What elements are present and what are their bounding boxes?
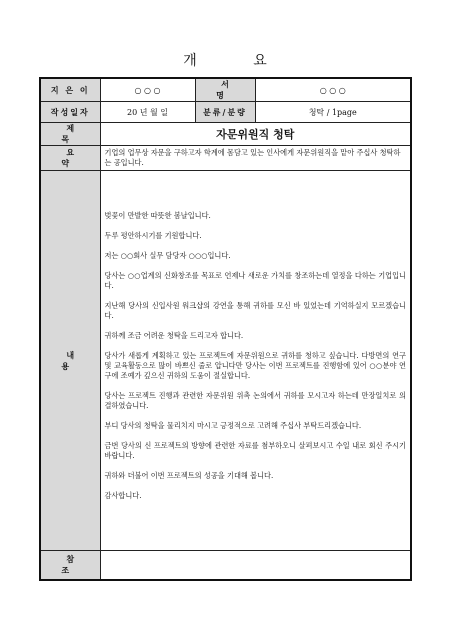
- content-paragraph: 감사합니다.: [104, 490, 142, 500]
- subject-value[interactable]: 자문위원직 청탁: [100, 123, 411, 146]
- subject-label: 제 목: [40, 123, 100, 146]
- signature-label: 서 명: [195, 78, 255, 102]
- form-row-date: [40, 102, 411, 123]
- summary-form-table: [39, 77, 412, 581]
- content-body[interactable]: [100, 171, 411, 551]
- form-row-content: [40, 171, 411, 551]
- summary-value[interactable]: 기업의 업무상 자문을 구하고자 학계에 몸담고 있는 인사에게 자문위원직을 맡아 주십사 청탁하는 공입니다.: [100, 146, 411, 171]
- content-paragraph: 당사가 새롭게 계획하고 있는 프로젝트에 자문위원으로 귀하를 청하고 싶습니다. 다방면의 연구 및 교육활동으로 많이 바쁘신 줄로 압니다만 당사는 이번 프로젝트를 진행함에 있어 ○○분야 연구에 조예가 깊으신 귀하의 도움이 절실합니다.: [104, 350, 406, 380]
- form-row-author: [40, 78, 411, 102]
- content-paragraph: 두루 평안하시기를 기원합니다.: [104, 230, 202, 240]
- content-paragraph: 부디 당사의 청탁을 물리치지 마시고 긍정적으로 고려해 주십사 부탁드리겠습니다.: [104, 420, 362, 430]
- category-value[interactable]: 청탁 / 1page: [255, 102, 411, 123]
- date-value[interactable]: 20 년 월 일: [100, 102, 195, 123]
- form-row-reference: [40, 551, 411, 580]
- content-paragraph: 당사는 ○○업계의 신화창조를 목표로 언제나 새로운 가치를 창조하는데 열정을 다하는 기업입니다.: [104, 270, 406, 290]
- content-paragraph: 벚꽃이 만발한 따뜻한 봄날입니다.: [104, 210, 211, 220]
- date-label: 작성일자: [40, 102, 100, 123]
- content-paragraph: 지난해 당사의 신입사원 워크샵의 강연을 통해 귀하를 모신 바 있었는데 기억하실지 모르겠습니다.: [104, 300, 406, 320]
- content-paragraph: 저는 ○○회사 실무 담당자 ○○○입니다.: [104, 250, 231, 260]
- content-paragraph: 금번 당사의 신 프로젝트의 방향에 관련한 자료를 첨부하오니 살펴보시고 수일 내로 회신 주시기 바랍니다.: [104, 440, 406, 460]
- author-label: 지 은 이: [40, 78, 100, 102]
- form-row-subject: [40, 123, 411, 146]
- form-row-summary: [40, 146, 411, 171]
- page-title: 개 요: [183, 53, 293, 69]
- summary-label: 요 약: [40, 146, 100, 171]
- signature-value[interactable]: ○ ○ ○: [255, 78, 411, 102]
- content-paragraph: 귀하와 더불어 이번 프로젝트의 성공을 기대해 봅니다.: [104, 470, 274, 480]
- reference-value[interactable]: [100, 551, 411, 580]
- content-label: 내 용: [40, 171, 100, 551]
- content-paragraph: 당사는 프로젝트 진행과 관련한 자문위원 위촉 논의에서 귀하를 모시고자 하는데 만장일치로 의결하였습니다.: [104, 390, 406, 410]
- reference-label: 참 조: [40, 551, 100, 580]
- category-label: 분류/분량: [195, 102, 255, 123]
- content-paragraph: 귀하께 조금 어려운 청탁을 드리고자 합니다.: [104, 330, 244, 340]
- author-value[interactable]: ○ ○ ○: [100, 78, 195, 102]
